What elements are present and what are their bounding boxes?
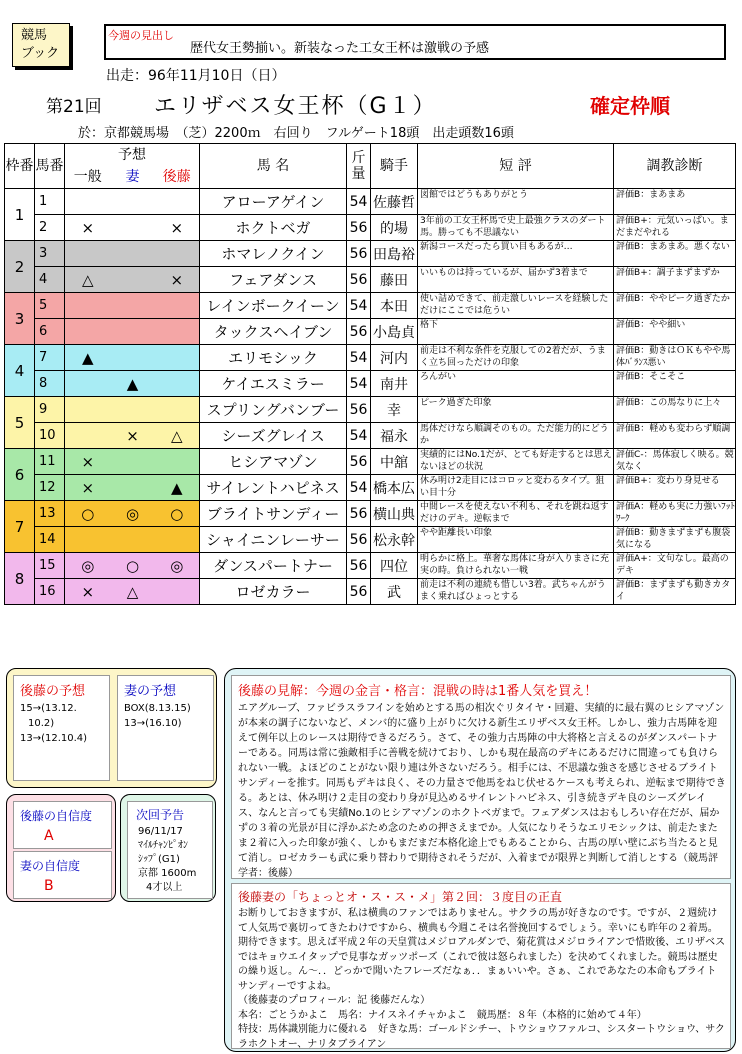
mark-ippan [65,189,111,215]
horse-name: サイレントハピネス [200,475,347,501]
kinryo: 54 [347,189,371,215]
goto-jishin-title: 後藤の自信度 [20,809,93,823]
keiba-book-logo [12,23,70,67]
uma-number: 1 [35,189,65,215]
uma-number: 16 [35,579,65,605]
chokyo-shindan: 評価A：軽めも実に力強いﾌｯﾄﾜｰｸ [614,501,736,527]
tanpyo: 使い詰めできて、前走激しいレースを経験しただけにここでは危うい [418,293,614,319]
tanpyo: 実績的にはNo.1だが、とても好走するとは思えないほどの状況 [418,449,614,475]
chokyo-shindan: 評価B：そこそこ [614,371,736,397]
mark-tsuma [111,293,155,319]
uma-number: 15 [35,553,65,579]
mark-goto [155,579,200,605]
column-profile-title: （後藤妻のプロフィール：記 後藤だんな） [238,995,431,1006]
col-waku: 枠番 [5,144,35,189]
uma-number: 8 [35,371,65,397]
horse-row [5,319,736,345]
kinryo: 56 [347,501,371,527]
goto-yosou-line: 15→(13.12. [20,703,77,714]
mark-ippan: × [65,579,111,605]
entry-table [4,143,736,605]
mark-tsuma: ○ [111,553,155,579]
kinryo: 54 [347,423,371,449]
mark-ippan: ▲ [65,345,111,371]
jockey: 南井 [371,371,418,397]
horse-row [5,293,736,319]
kinryo: 54 [347,475,371,501]
race-date: 出走：96年11月10日（日） [106,68,286,84]
mark-ippan [65,527,111,553]
tsuma-jishin-box [13,851,112,899]
horse-row [5,189,736,215]
mark-tsuma [111,345,155,371]
mark-goto: × [155,267,200,293]
chokyo-shindan: 評価C-：馬体寂しく映る。競気なく [614,449,736,475]
jikai-line: 4才以上 [146,882,183,893]
chokyo-shindan: 評価B+：変わり身見せる [614,475,736,501]
chokyo-shindan: 評価B：やや細い [614,319,736,345]
mark-ippan [65,423,111,449]
mark-goto [155,449,200,475]
waku-number: 8 [5,553,35,605]
kenkai-text: エアグルーブ、ファビラスラフインを始めとする馬の相次ぐリタイヤ・回避、実績的に最右翼のヒシアマゾンが本来の調子にないなど、メンバ的に盛り上がりに欠ける新生エリザベス女王杯。しかし、強力古馬陣を迎えて例年以上のレースは期待できるだろう。さて、その強力古馬陣の中大将格と言えるのがダンスパートナーである。同馬は常に強敵相手に善戦を続けており、しかも現在最高のデキにあるだけに間違っても負けられない一戦。よほどのことがない限り連は外さないだろう。相手には、不思議な強さを感じさせるブライトサンディーを推す。同馬もデキは良く、その力量さで他馬をねじ伏せるケースも考えられ、逆転まで期待できる。あとは、休み明け２走目の変わり身が見込めるサイレントハピネス、引き続きデキ良のシーズグレイス、なんと言っても実績No.1のヒシアマゾンのホクトベガまで。フェアダンスはおもしろい存在だが、届かずの３着の光景が目に浮かぶため念のための押さえまでか。人気になりそうなエリモシックは、前走たまたま２着に入った印象が強く、しかもまだまだ本格化途上でもあることから、古馬の厚い壁にぶち当たると見て消し。ロゼカラーも武に乗り替わりで期待されそうだが、入着までが限界と判断して消しとする（競馬評学者：後藤） [238,703,726,879]
jockey: 橋本広 [371,475,418,501]
tanpyo: 中間レースを使えない不利も、それを跳ね返すだけのデキ。逆転まで [418,501,614,527]
tanpyo: ろんがい [418,371,614,397]
jockey: 四位 [371,553,418,579]
uma-number: 9 [35,397,65,423]
goto-yosou-title: 後藤の予想 [20,684,86,699]
horse-name: タックスヘイブン [200,319,347,345]
mark-tsuma [111,449,155,475]
waku-number: 5 [5,397,35,449]
kinryo: 56 [347,241,371,267]
mark-goto [155,319,200,345]
horse-row [5,501,736,527]
mark-ippan: × [65,215,111,241]
horse-name: ロゼカラー [200,579,347,605]
mark-tsuma: × [111,423,155,449]
horse-row [5,371,736,397]
mark-goto [155,397,200,423]
jikai-line: ﾏｲﾙﾁｬﾝﾋﾟｵﾝ [138,840,188,851]
mark-tsuma [111,527,155,553]
mark-goto: ◎ [155,553,200,579]
tanpyo: ピーク過ぎた印象 [418,397,614,423]
tsuma-jishin-title: 妻の自信度 [20,859,81,873]
horse-row [5,475,736,501]
mark-ippan [65,371,111,397]
uma-number: 5 [35,293,65,319]
kinryo: 56 [347,553,371,579]
chokyo-shindan: 評価B：まずまずも動きカタイ [614,579,736,605]
kinryo: 56 [347,449,371,475]
uma-number: 11 [35,449,65,475]
horse-name: シーズグレイス [200,423,347,449]
chokyo-shindan: 評価B+：調子まずまずか [614,267,736,293]
col-tanpyo: 短 評 [418,144,614,189]
kinryo: 54 [347,371,371,397]
jockey: 中舘 [371,449,418,475]
goto-yosou-box [13,675,110,781]
horse-name: ホクトベガ [200,215,347,241]
jockey: 福永 [371,423,418,449]
chokyo-shindan: 評価B：まあまあ [614,189,736,215]
mark-goto [155,371,200,397]
kinryo: 54 [347,293,371,319]
jikai-title: 次回予告 [136,808,185,822]
race-number: 第21回 [46,97,102,117]
logo-line1: 競馬 [21,28,48,43]
tsuma-yosou-line: 13→(16.10) [124,718,182,729]
tsuma-yosou-line: BOX(8.13.15) [124,703,191,714]
horse-name: シャイニンレーサー [200,527,347,553]
uma-number: 14 [35,527,65,553]
jockey: 田島裕 [371,241,418,267]
kinryo: 56 [347,579,371,605]
horse-name: スプリングバンブー [200,397,347,423]
kinryo: 56 [347,319,371,345]
kinryo: 56 [347,527,371,553]
tanpyo: いいものは持っているが、届かず3着まで [418,267,614,293]
jikai-line: 京都 1600m [138,868,197,879]
mark-goto: ○ [155,501,200,527]
tsuma-jishin-value: B [44,878,54,894]
mark-tsuma [111,319,155,345]
goto-yosou-line: 10.2) [28,718,55,729]
mark-ippan [65,293,111,319]
mark-ippan [65,397,111,423]
kenkai-panel [224,668,736,1052]
mark-goto [155,345,200,371]
horse-name: ホマレノクイン [200,241,347,267]
column-text: お断りしておきますが、私は横典のファンではありません。サクラの馬が好きなのです。ですが、２週続けて人気馬で裏切ってきたわけですから、横典も今週こそは名誉挽回するでしょう。幸いにも昨年の２着馬。期待できます。思えば平成２年の天皇賞はメジロアルダンで、菊花賞はメジロライアンで惜敗後、エリザベスではキョウエイタップで見事なガッツポーズ（これで彼は怒られました）を決めてくれました。競馬は歴史の繰り返し。ん〜．．どっかで聞いたフレーズだなぁ．．まぁいいや。さぁ、これであなたの本命もブライトサンディーですよね。 [238,908,726,992]
jockey: 藤田 [371,267,418,293]
col-yosou: 予想 [65,144,200,166]
jikai-box [127,801,213,899]
chokyo-shindan: 評価B：この馬なりに上々 [614,397,736,423]
col-kishu: 騎手 [371,144,418,189]
uma-number: 4 [35,267,65,293]
col-chokyo: 調教診断 [614,144,736,189]
mark-goto [155,241,200,267]
waku-number: 7 [5,501,35,553]
horse-row [5,423,736,449]
tanpyo: 明らかに格上。華奢な馬体に身が入りまさに充実の時。負けられない一戦 [418,553,614,579]
jockey: 横山典 [371,501,418,527]
kinryo: 56 [347,267,371,293]
jockey: 武 [371,579,418,605]
waku-number: 1 [5,189,35,241]
logo-line2: ブック [21,46,60,61]
mark-goto: × [155,215,200,241]
waku-number: 3 [5,293,35,345]
tanpyo: 馬体だけなら順調そのもの。ただ能力的にどうか [418,423,614,449]
headline-text: 歴代女王勢揃い。新装なった工女王杯は激戦の予感 [190,41,490,56]
goto-yosou-line: 13→(12.10.4) [20,733,88,744]
jockey: 河内 [371,345,418,371]
race-name: エリザベス女王杯（G１） [154,94,437,119]
horse-row [5,449,736,475]
jishin-panel [6,794,116,902]
uma-number: 2 [35,215,65,241]
kinryo: 56 [347,215,371,241]
horse-name: レインボークイーン [200,293,347,319]
horse-row [5,553,736,579]
yosou-panel [6,668,217,788]
horse-row [5,345,736,371]
mark-ippan: ◎ [65,553,111,579]
mark-ippan: △ [65,267,111,293]
uma-number: 12 [35,475,65,501]
headline-box [104,24,726,60]
jockey: 小島貞 [371,319,418,345]
tsuma-column-box [231,883,731,1049]
chokyo-shindan: 評価B：まあまあ。悪くない [614,241,736,267]
horse-name: ダンスパートナー [200,553,347,579]
column-profile-line: 特技：馬体識別能力に優れる 好きな馬：ゴールドシチー、トウショウファルコ、シスタートウショウ、サクラホクトオー、ナリタブライアン [238,1024,725,1050]
waku-number: 2 [5,241,35,293]
status-badge: 確定枠順 [590,94,670,118]
tanpyo: 前走は不利な条件を克服しての2着だが、うまく立ち回っただけの印象 [418,345,614,371]
horse-name: ヒシアマゾン [200,449,347,475]
col-bamei: 馬 名 [200,144,347,189]
col-uma: 馬番 [35,144,65,189]
chokyo-shindan: 評価B：動きまずまずも腹袋気になる [614,527,736,553]
mark-tsuma [111,189,155,215]
headline-label: 今週の見出し [108,29,174,42]
uma-number: 10 [35,423,65,449]
goto-kenkai-box [231,675,731,879]
mark-ippan: × [65,449,111,475]
jockey: 的場 [371,215,418,241]
jockey: 松永幹 [371,527,418,553]
chokyo-shindan: 評価B：ややピーク過ぎたか [614,293,736,319]
uma-number: 3 [35,241,65,267]
horse-name: エリモシック [200,345,347,371]
tanpyo: 3年前の工女王杯馬で史上最強クラスのダート馬。勝っても不思議ない [418,215,614,241]
column-profile-line: 本名：ごとうかよこ 馬名：ナイスネイチャかよこ 競馬歴：８年（本格的に始めて４年） [238,1009,647,1021]
horse-row [5,215,736,241]
col-kinryo: 斤量 [347,144,371,189]
horse-name: ブライトサンディー [200,501,347,527]
horse-row [5,579,736,605]
col-goto: 後藤 [155,165,200,189]
goto-jishin-box [13,801,112,849]
uma-number: 6 [35,319,65,345]
mark-tsuma: △ [111,579,155,605]
goto-jishin-value: A [44,828,54,844]
chokyo-shindan: 評価B+：元気いっぱい。まだまだやれる [614,215,736,241]
horse-name: アローアゲイン [200,189,347,215]
tanpyo: 格下 [418,319,614,345]
tanpyo: やや距離長い印象 [418,527,614,553]
mark-tsuma [111,475,155,501]
mark-tsuma [111,267,155,293]
jikai-panel [120,794,216,902]
horse-row [5,241,736,267]
uma-number: 7 [35,345,65,371]
tanpyo: 図館ではどうもありがとう [418,189,614,215]
chokyo-shindan: 評価B：動きはＯＫもやや馬体ﾊﾞﾗﾝｽ悪い [614,345,736,371]
mark-goto [155,189,200,215]
tanpyo: 休み明け2走目にはコロッと変わるタイプ。狙い目十分 [418,475,614,501]
jikai-line: ｼｯﾌﾟ(G1) [138,854,180,865]
mark-goto [155,527,200,553]
tanpyo: 前走は不利の連続も惜しい3着。武ちゃんがうまく乗ればひょっとする [418,579,614,605]
chokyo-shindan: 評価B：軽めも変わらず順調 [614,423,736,449]
mark-goto [155,293,200,319]
kinryo: 56 [347,397,371,423]
kenkai-title: 後藤の見解：今週の金言・格言：混戦の時は1番人気を買え！ [238,684,598,699]
uma-number: 13 [35,501,65,527]
mark-tsuma [111,241,155,267]
horse-name: ケイエスミラー [200,371,347,397]
jockey: 幸 [371,397,418,423]
jockey: 佐藤哲 [371,189,418,215]
jockey: 本田 [371,293,418,319]
horse-row [5,397,736,423]
mark-ippan [65,241,111,267]
waku-number: 4 [5,345,35,397]
mark-tsuma: ◎ [111,501,155,527]
col-ippan: 一般 [65,165,111,189]
mark-ippan: × [65,475,111,501]
mark-tsuma [111,215,155,241]
horse-row [5,527,736,553]
horse-name: フェアダンス [200,267,347,293]
mark-ippan: ○ [65,501,111,527]
mark-goto: △ [155,423,200,449]
horse-row [5,267,736,293]
mark-tsuma [111,397,155,423]
mark-goto: ▲ [155,475,200,501]
tanpyo: 新潟コースだったら買い目もあるが… [418,241,614,267]
tsuma-yosou-box [117,675,214,781]
col-tsuma: 妻 [111,165,155,189]
jikai-line: 96/11/17 [138,826,183,837]
race-info: 於：京都競馬場 （芝）2200ｍ 右回り フルゲート18頭 出走頭数16頭 [78,126,514,141]
mark-ippan [65,319,111,345]
column-title: 後藤妻の「ちょっとオ・ス・ス・メ」第２回：３度目の正直 [238,890,563,904]
tsuma-yosou-title: 妻の予想 [124,684,177,699]
chokyo-shindan: 評価A+：文句なし。最高のデキ [614,553,736,579]
kinryo: 54 [347,345,371,371]
waku-number: 6 [5,449,35,501]
mark-tsuma: ▲ [111,371,155,397]
